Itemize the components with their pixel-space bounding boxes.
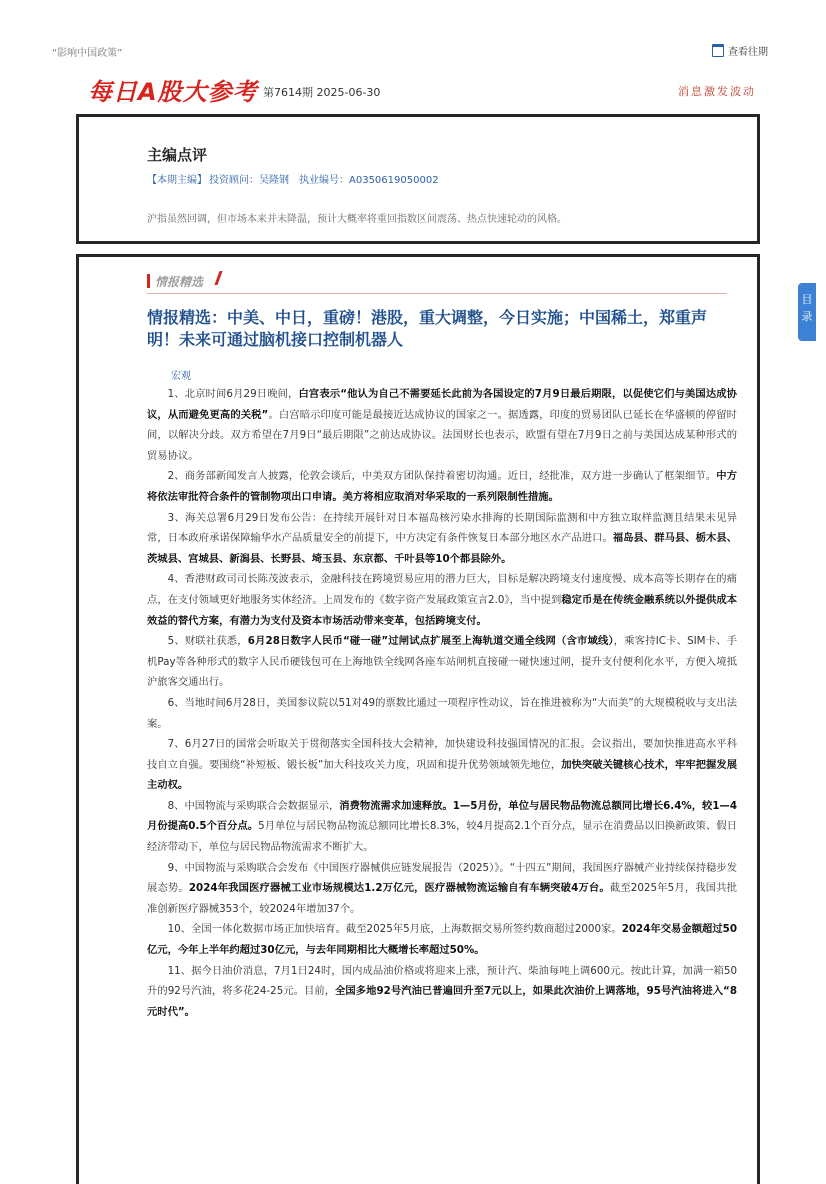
news-item-highlight: 稳定币是在传统金融系统以外提供成本效益的替代方案，有潜力为支付及资本市场活动带来变革，包括跨境支付。 xyxy=(147,593,738,627)
news-item-text: 9、中国物流与采购联合会发布《中国医疗器械供应链发展报告（2025）》。“十四五”期间，我国医疗器械产业持续保持稳步发展态势。 xyxy=(147,861,737,895)
news-item xyxy=(147,508,737,570)
news-item-text: 6、当地时间6月28日，美国参议院以51对49的票数比通过一项程序性动议，旨在推进被称为“大而美”的大规模税收与支出法案。 xyxy=(147,696,737,730)
influence-tag: “影响中国政策” xyxy=(52,48,123,59)
news-item-text: 2、商务部新闻发言人披露，伦敦会谈后，中美双方团队保持着密切沟通。近日，经批准，双方进一步确认了框架细节。 xyxy=(167,470,717,483)
toc-label: 目 录 xyxy=(801,293,813,323)
news-item xyxy=(147,796,737,858)
slogan: 消息激发波动 xyxy=(678,85,756,98)
intel-card xyxy=(76,254,760,1184)
license-number: 执业编号：A0350619050002 xyxy=(299,175,439,186)
news-item-text: 4、香港财政司司长陈茂波表示，金融科技在跨境贸易应用的潜力巨大，目标是解决跨境支付速度慢、成本高等长期存在的痛点，在支付领域更好地服务实体经济。上周发布的《数字资产发展政策宣言2.0》，当中提到 xyxy=(147,573,737,606)
news-item xyxy=(147,734,737,796)
news-item-text: ，乘客持IC卡、SIM卡、手机Pay等各种形式的数字人民币硬钱包可在上海地铁全线网各座车站闸机直接碰一碰快速过闸，提升支付便利化水平，方便入境抵沪旅客交通出行。 xyxy=(147,635,737,689)
advisor-name: 投资顾问：吴隆钢 xyxy=(209,175,289,186)
issue-info: 第7614期 2025-06-30 xyxy=(263,86,381,99)
news-item xyxy=(147,631,737,693)
section-label xyxy=(147,271,727,294)
brand-logo: 每日A股大参考 xyxy=(88,78,258,106)
section-marker xyxy=(147,274,150,288)
news-item-highlight: 6月28日数字人民币“碰一碰”过闸试点扩展至上海轨道交通全线网（含市域线） xyxy=(247,635,614,648)
news-item-text: 8、中国物流与采购联合会数据显示， xyxy=(167,799,340,812)
editor-meta xyxy=(147,171,449,186)
editor-comment: 沪指虽然回调，但市场本来并未降温，预计大概率将重回指数区间震荡、热点快速轮动的风格。 xyxy=(147,214,567,225)
section-label-text: 情报精选 xyxy=(155,275,204,289)
section-tick xyxy=(214,271,222,285)
news-item-highlight: 福岛县、群马县、栃木县、茨城县、宫城县、新潟县、长野县、埼玉县、东京都、千叶县等10个都县除外。 xyxy=(147,532,738,565)
news-item xyxy=(147,569,737,631)
news-item-text: 7、6月27日的国常会听取关于贯彻落实全国科技大会精神，加快建设科技强国情况的汇报。会议指出，要加快推进高水平科技自立自强。要围绕“补短板、锻长板”加大科技攻关力度，巩固和提升优势领域领先地位， xyxy=(147,738,737,771)
news-item-text: 3、海关总署6月29日发布公告：在持续开展针对日本福岛核污染水排海的长期国际监测和中方独立取样监测且结果未见异常，日本政府承诺保障输华水产品质量安全的前提下，中方决定有条件恢复日本部分地区水产品进口。 xyxy=(147,511,737,545)
news-item xyxy=(147,384,737,466)
news-item xyxy=(147,466,737,507)
archive-link-label: 查看往期 xyxy=(728,47,768,58)
editor-section-title: 主编点评 xyxy=(147,146,208,164)
top-bar xyxy=(0,0,826,60)
news-item-highlight: 2024年交易金额超过50亿元，今年上半年约超过30亿元，与去年同期相比大概增长率超过50%。 xyxy=(147,923,737,957)
news-item xyxy=(147,858,737,920)
news-item-highlight: 消费物流需求加速释放。1—5月份，单位与居民物品物流总额同比增长6.4%，较1—4月份提高0.5个百分点。 xyxy=(147,799,737,833)
news-item-highlight: 白宫表示“他认为自己不需要延长此前为各国设定的7月9日最后期限，以促使它们与美国达成协议，从而避免更高的关税” xyxy=(147,388,737,421)
news-item-text: 5月单位与居民物品物流总额同比增长8.3%，较4月提高2.1个百分点，显示在消费品以旧换新政策、假日经济带动下，单位与居民物品物流需求不断扩大。 xyxy=(147,820,737,854)
news-item xyxy=(147,961,737,1023)
news-item-text: 1、北京时间6月29日晚间， xyxy=(167,388,299,400)
news-item-highlight: 加快突破关键核心技术，牢牢把握发展主动权。 xyxy=(147,758,738,792)
news-item-highlight: 中方将依法审批符合条件的管制物项出口申请。美方将相应取消对华采取的一系列限制性措施。 xyxy=(147,470,738,503)
news-item-text: 。白宫暗示印度可能是最接近达成协议的国家之一。据透露，印度的贸易团队已延长在华盛顿的停留时间，以解决分歧。双方希望在7月9日“最后期限”之前达成协议。法国财长也表示，欧盟有望在7月9日之前与美国达成某种形式的贸易协议。 xyxy=(147,408,737,462)
editor-label: 【本期主编】 xyxy=(147,175,207,186)
news-item xyxy=(147,919,737,960)
news-item-text: 11、据今日油价消息，7月1日24时，国内成品油价格或将迎来上涨，预计汽、柴油每吨上调600元。按此计算，加满一箱50升的92号汽油，将多花24-25元。目前， xyxy=(147,964,737,998)
calendar-icon xyxy=(712,44,724,57)
editor-comment-card xyxy=(76,114,760,244)
news-item-text: 截至2025年5月，我国共批准创新医疗器械353个，较2024年增加37个。 xyxy=(147,882,738,915)
news-item xyxy=(147,693,737,734)
article-headline: 情报精选：中美、中日，重磅！港股，重大调整，今日实施；中国稀土，郑重声明！未来可通过脑机接口控制机器人 xyxy=(147,308,708,349)
toc-button[interactable] xyxy=(798,283,816,341)
news-item-text: 10、全国一体化数据市场正加快培育。截至2025年5月底，上海数据交易所签约数商超过2000家。 xyxy=(167,923,622,936)
category-label: 宏观 xyxy=(171,371,191,382)
archive-link[interactable] xyxy=(712,43,768,58)
masthead xyxy=(88,72,758,110)
news-item-highlight: 全国多地92号汽油已普遍回升至7元以上，如果此次油价上调落地，95号汽油将进入“8元时代”。 xyxy=(147,985,737,1018)
article-body xyxy=(147,384,737,1022)
news-item-text: 5、财联社获悉， xyxy=(167,635,248,648)
news-item-highlight: 2024年我国医疗器械工业市场规模达1.2万亿元，医疗器械物流运输自有车辆突破4万台。 xyxy=(188,882,610,895)
